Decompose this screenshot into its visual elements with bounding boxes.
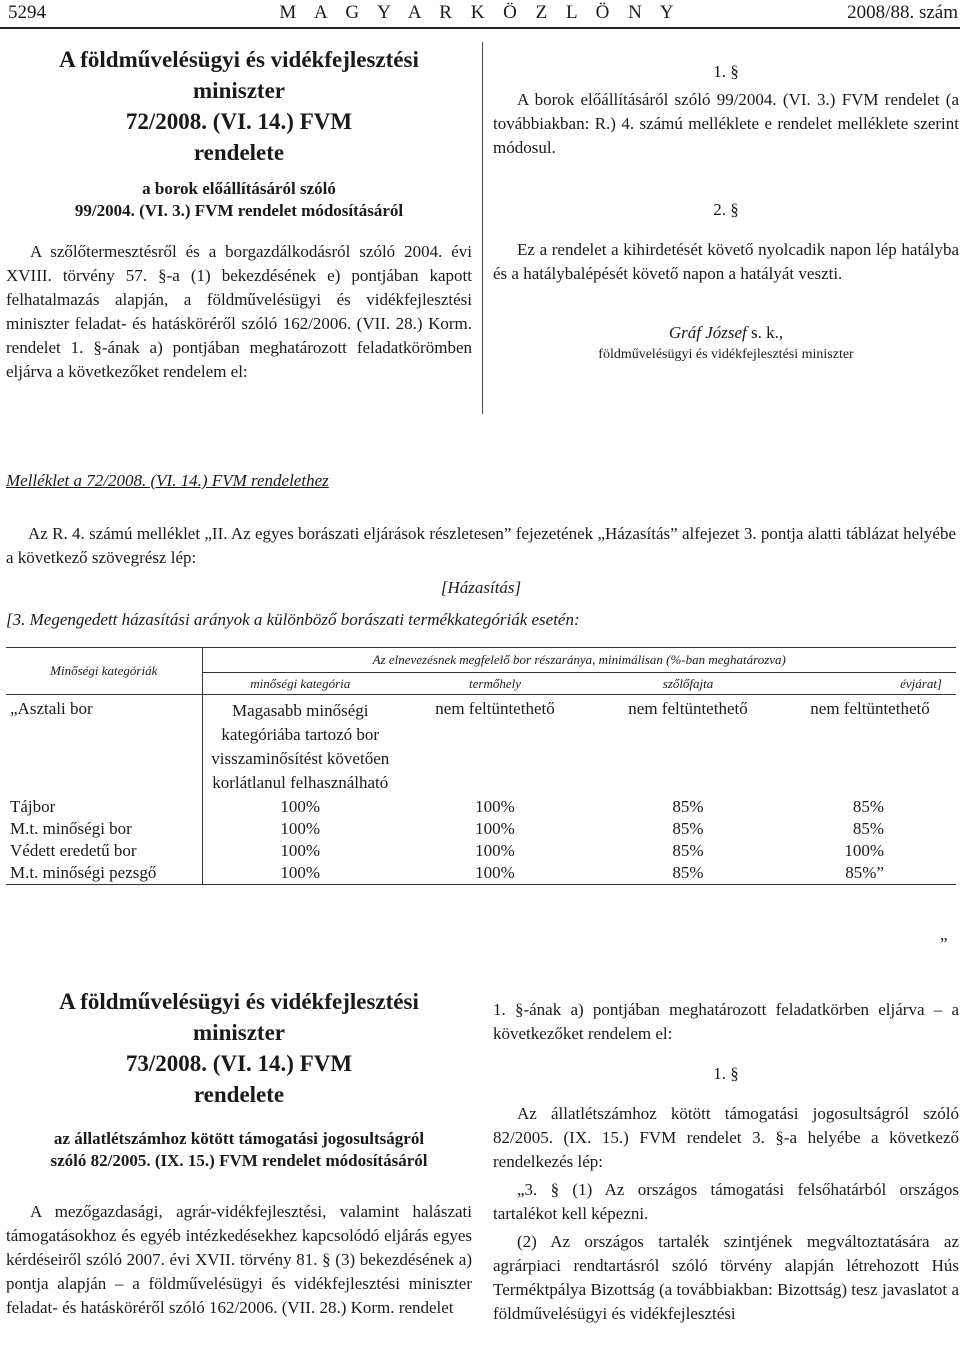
- decree2-title-line: A földművelésügyi és vidékfejlesztési: [59, 989, 419, 1014]
- annex-intro-text: Az R. 4. számú melléklet „II. Az egyes borászati eljárások részletesen” fejezetének „Házasítás” alfejezet 3. pontja alatti táblázat helyébe a következő szövegrész lép:: [6, 524, 956, 567]
- table-cell: 85%: [672, 819, 704, 838]
- decree2-section1-heading: 1. §: [713, 1064, 739, 1083]
- table-cell: 100%: [844, 841, 884, 860]
- table-cell: 100%: [475, 797, 515, 816]
- table-row: [6, 796, 956, 818]
- annex-title: Melléklet a 72/2008. (VI. 14.) FVM rendelethez: [6, 471, 329, 490]
- signature-role: földművelésügyi és vidékfejlesztési miniszter: [598, 347, 854, 362]
- table-cell: 100%: [475, 841, 515, 860]
- table-header-row: [6, 648, 956, 673]
- decree1-title-line: 72/2008. (VI. 14.) FVM: [125, 109, 353, 134]
- decree2-right-column: [493, 998, 959, 1330]
- decree1-section1-heading: 1. §: [713, 62, 739, 81]
- table-cell: 85%: [672, 841, 704, 860]
- decree1-right-column: [493, 62, 959, 366]
- decree2-quote1: „3. § (1) Az országos támogatási felsőhatárból országos tartalékot kell képezni.: [493, 1180, 959, 1223]
- table-cell: 85%: [672, 797, 704, 816]
- table-cell: 100%: [202, 796, 398, 818]
- header-rule: [0, 27, 960, 29]
- decree2-subtitle: [6, 1128, 472, 1172]
- decree2-left-column: [6, 986, 472, 1324]
- table-cell: 85%: [592, 862, 784, 885]
- column-header: termőhely: [398, 673, 592, 695]
- column-header: évjárat]: [784, 673, 956, 695]
- table-cell: 85%: [852, 797, 884, 816]
- table-row: [6, 840, 956, 862]
- table-cell: 100%: [202, 818, 398, 840]
- decree2-subtitle-line: szóló 82/2005. (IX. 15.) FVM rendelet módosításáról: [50, 1151, 428, 1170]
- decree1-title-line: A földművelésügyi és vidékfejlesztési: [59, 47, 419, 72]
- page-number: 5294: [8, 2, 46, 23]
- table-cell: 100%: [202, 840, 398, 862]
- table-cell: 100%: [202, 862, 398, 885]
- table-cell: 85%: [852, 819, 884, 838]
- table-cell-category: M.t. minőségi pezsgő: [6, 862, 202, 885]
- decree1-preamble-text: A szőlőtermesztésről és a borgazdálkodásról szóló 2004. évi XVIII. törvény 57. §-a (1) bekezdésének e) pontjában kapott felhatalmazás alapján, a földművelésügyi és vidékfejlesztési miniszter feladat- és hatásköréről szóló 162/2006. (VII. 28.) Korm. rendelet 1. §-ának a) pontjában meghatározott feladatkörömben eljárva a következőket rendelem el:: [6, 242, 472, 381]
- closing-quote: ”: [940, 934, 948, 953]
- table-cell-category: „Asztali bor: [10, 699, 93, 718]
- annex-subsection: [Házasítás]: [440, 578, 522, 597]
- decree1-preamble: [6, 240, 472, 384]
- decree1-title-line: miniszter: [193, 78, 285, 103]
- decree2-title-line: 73/2008. (VI. 14.) FVM: [125, 1051, 353, 1076]
- decree1-section2-heading: 2. §: [713, 200, 739, 219]
- decree2-section1-text: Az állatlétszámhoz kötött támogatási jogosultságról szóló 82/2005. (IX. 15.) FVM rendelet 3. §-a helyébe a következő rendelkezés lép:: [493, 1104, 959, 1171]
- journal-title: M A G Y A R K Ö Z L Ö N Y: [279, 2, 681, 23]
- decree1-subtitle-line: a borok előállításáról szóló: [142, 179, 336, 198]
- decree1-title-line: rendelete: [193, 140, 285, 165]
- table-cell: 100%: [475, 819, 515, 838]
- table-cell-category: Védett eredetű bor: [10, 841, 137, 860]
- decree1-left-column: [6, 44, 472, 388]
- decree1-signature: [493, 322, 959, 366]
- decree2-preamble-text: A mezőgazdasági, agrár-vidékfejlesztési, valamint halászati támogatásokhoz és egyéb intézkedésekhez kapcsolódó eljárás egyes kérdéseiről szóló 2007. évi XVII. törvény 81. § (3) bekezdésének a) pontja alapján – a földművelésügyi és vidékfejlesztési miniszter feladat- és hatásköréről szóló 162/2006. (VII. 28.) Korm. rendelet: [6, 1202, 472, 1317]
- table-group-header: Az elnevezésnek megfelelő bor részaránya, minimálisan (%-ban meghatározva): [202, 648, 956, 673]
- decree1-section2: [493, 238, 959, 286]
- table-cell: nem feltüntethető: [810, 699, 930, 718]
- table-cell-category: M.t. minőségi bor: [10, 819, 132, 838]
- decree2-title-line: rendelete: [193, 1082, 285, 1107]
- decree1-title: [6, 44, 472, 168]
- decree2-section1: [493, 1102, 959, 1326]
- decree2-title-line: miniszter: [193, 1020, 285, 1045]
- table-row: [6, 818, 956, 840]
- table-cell-category: Tájbor: [10, 797, 56, 816]
- issue-number: 2008/88. szám: [847, 2, 958, 23]
- table-cell: nem feltüntethető: [435, 699, 555, 718]
- decree2-preamble-cont: [493, 998, 959, 1046]
- column-header: szőlőfajta: [592, 673, 784, 695]
- decree1-section1-text: A borok előállításáról szóló 99/2004. (VI. 3.) FVM rendelet (a továbbiakban: R.) 4. számú melléklete e rendelet melléklete szerint módosul.: [493, 90, 959, 157]
- decree1-section1: [493, 88, 959, 160]
- table-row-header: Minőségi kategóriák: [6, 648, 202, 695]
- decree2-preamble: [6, 1200, 472, 1320]
- decree2-title: [6, 986, 472, 1110]
- annex-intro: [6, 522, 956, 570]
- table-row: [6, 862, 956, 885]
- decree2-subtitle-line: az állatlétszámhoz kötött támogatási jogosultságról: [53, 1129, 425, 1148]
- table-cell: 100%: [398, 862, 592, 885]
- table-cell: Magasabb minőségi kategóriába tartozó bor visszaminősítést követően korlátlanul felhasználható: [202, 695, 398, 797]
- table-cell: nem feltüntethető: [628, 699, 748, 718]
- column-header: minőségi kategória: [202, 673, 398, 695]
- decree1-subtitle-line: 99/2004. (VI. 3.) FVM rendelet módosításáról: [74, 201, 404, 220]
- signature-suffix: s. k.,: [751, 323, 784, 342]
- table-row: [6, 695, 956, 797]
- page-header: [0, 0, 960, 26]
- decree1-subtitle: [6, 178, 472, 222]
- decree2-preamble-cont-text: 1. §-ának a) pontjában meghatározott feladatkörben eljárva – a következőket rendelem el:: [493, 1000, 959, 1043]
- signature-name: Gráf József: [668, 323, 747, 342]
- decree1-section2-text: Ez a rendelet a kihirdetését követő nyolcadik napon lép hatályba és a hatálybalépését követő napon a hatályát veszti.: [493, 240, 959, 283]
- table-cell: 85%”: [784, 862, 956, 885]
- blending-ratio-table: [6, 647, 956, 885]
- annex-point3: [3. Megengedett házasítási arányok a különböző borászati termékkategóriák esetén:: [6, 610, 580, 629]
- decree2-quote2: (2) Az országos tartalék szintjének megváltoztatására az agrárpiaci rendtartásról szóló törvény alapján létrehozott Hús Terméktpálya Bizottság (a továbbiakban: Bizottság) tesz javaslatot a földművelésügyi és vidékfejlesztési: [493, 1232, 959, 1323]
- column-divider: [482, 42, 483, 414]
